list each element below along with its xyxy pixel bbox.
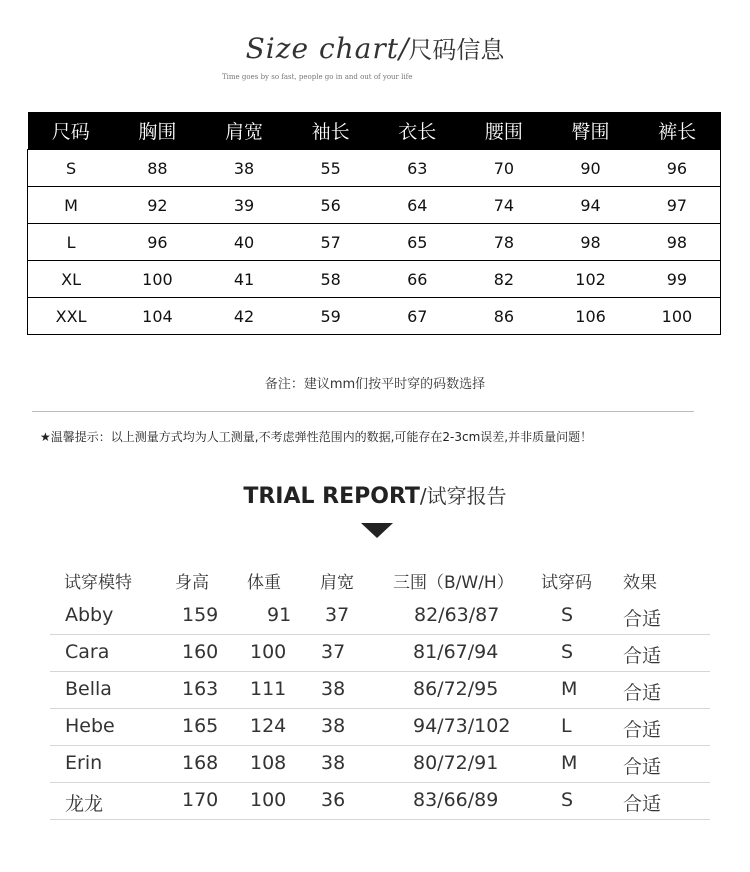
size-table-cell: 86 [461, 298, 548, 335]
trial-table-cell: Hebe [65, 715, 115, 737]
trial-table-cell: 36 [321, 789, 346, 811]
size-table-cell: 82 [461, 261, 548, 298]
size-table-row [28, 150, 721, 187]
size-table-cell: 59 [287, 298, 374, 335]
trial-table-cell: 81/67/94 [413, 641, 499, 663]
trial-header-cell: 肩宽 [320, 573, 354, 593]
size-table-cell: 55 [287, 150, 374, 187]
trial-table-cell: 86/72/95 [413, 678, 499, 700]
size-header-cell: 裤长 [634, 112, 721, 150]
trial-report-title-zh: /试穿报告 [419, 484, 507, 508]
size-table-cell: 90 [547, 150, 634, 187]
size-chart-subtitle: Time goes by so fast, people go in and out of your life [222, 73, 413, 81]
size-table-cell: 64 [374, 187, 461, 224]
trial-table-cell: Cara [65, 641, 110, 663]
size-table-row [28, 187, 721, 224]
trial-header-cell: 试穿模特 [64, 573, 132, 593]
trial-table-cell: 168 [182, 752, 219, 774]
size-table-cell: L [28, 224, 115, 261]
size-table-cell: 100 [634, 298, 721, 335]
size-header-cell: 肩宽 [201, 112, 288, 150]
trial-table-cell: 合适 [623, 756, 662, 778]
trial-table-cell: 龙龙 [65, 793, 104, 815]
trial-report-title-en: TRIAL REPORT [243, 484, 420, 509]
size-table-cell: 98 [547, 224, 634, 261]
trial-table-row [50, 672, 710, 709]
title-separator: / [398, 32, 409, 65]
size-table-cell: 56 [287, 187, 374, 224]
trial-table-cell: 合适 [623, 682, 662, 704]
trial-table-cell: 38 [321, 715, 346, 737]
trial-table-cell: 38 [321, 678, 346, 700]
trial-table-cell: S [561, 604, 574, 626]
trial-table-cell: 160 [182, 641, 219, 663]
size-table-cell: M [28, 187, 115, 224]
size-table-cell: 97 [634, 187, 721, 224]
trial-table-cell: 37 [325, 604, 350, 626]
warm-tip: ★温馨提示：以上测量方式均为人工测量,不考虑弹性范围内的数据,可能存在2-3cm误差,并非质量问题！ [40, 430, 593, 444]
size-header-cell: 腰围 [461, 112, 548, 150]
size-header-cell: 袖长 [287, 112, 374, 150]
size-chart-title-zh: 尺码信息 [408, 36, 505, 64]
trial-header-cell: 试穿码 [541, 573, 592, 593]
size-table-cell: 65 [374, 224, 461, 261]
trial-report-title [0, 480, 750, 509]
size-table-cell: 98 [634, 224, 721, 261]
size-table-cell: 99 [634, 261, 721, 298]
size-table-row [28, 261, 721, 298]
trial-table-cell: 38 [321, 752, 346, 774]
size-table-cell: 42 [201, 298, 288, 335]
trial-table-row [50, 635, 710, 672]
size-table-row [28, 298, 721, 335]
size-table-cell: 38 [201, 150, 288, 187]
size-table-cell: 70 [461, 150, 548, 187]
trial-table-cell: L [561, 715, 572, 737]
size-table-cell: XL [28, 261, 115, 298]
size-table-cell: 92 [114, 187, 201, 224]
trial-header-cell: 三围（B/W/H） [393, 573, 514, 593]
trial-header-cell: 效果 [623, 573, 657, 593]
trial-table-cell: 159 [182, 604, 219, 626]
size-chart-title [0, 30, 750, 65]
size-table-cell: 67 [374, 298, 461, 335]
size-table-cell: 96 [114, 224, 201, 261]
trial-table-cell: 合适 [623, 608, 662, 630]
size-table-cell: 74 [461, 187, 548, 224]
size-note: 备注：建议mm们按平时穿的码数选择 [264, 377, 486, 392]
size-chart-title-en: Size chart [245, 32, 399, 65]
trial-table-cell: 合适 [623, 645, 662, 667]
trial-table-cell: 82/63/87 [414, 604, 500, 626]
down-triangle-icon [361, 523, 393, 538]
trial-table-cell: 163 [182, 678, 219, 700]
size-header-cell: 臀围 [547, 112, 634, 150]
size-table-cell: 40 [201, 224, 288, 261]
trial-table-cell: 83/66/89 [413, 789, 499, 811]
trial-table-cell: 170 [182, 789, 219, 811]
size-table-cell: 39 [201, 187, 288, 224]
trial-table-row [50, 783, 710, 820]
trial-table-cell: 124 [250, 715, 287, 737]
trial-table-cell: 合适 [623, 793, 662, 815]
size-table-cell: 104 [114, 298, 201, 335]
trial-table-cell: M [561, 678, 578, 700]
divider-line [32, 411, 694, 412]
size-table-cell: 100 [114, 261, 201, 298]
trial-table-cell: 80/72/91 [413, 752, 499, 774]
size-table [27, 112, 721, 335]
trial-table-cell: 合适 [623, 719, 662, 741]
trial-table-cell: Bella [65, 678, 112, 700]
trial-table-row [50, 598, 710, 635]
size-table-cell: 106 [547, 298, 634, 335]
trial-table-cell: 37 [321, 641, 346, 663]
trial-table-cell: 100 [250, 789, 287, 811]
size-table-cell: 41 [201, 261, 288, 298]
size-table-cell: 57 [287, 224, 374, 261]
size-table-cell: 96 [634, 150, 721, 187]
size-table-cell: 102 [547, 261, 634, 298]
size-table-cell: 58 [287, 261, 374, 298]
size-table-cell: 63 [374, 150, 461, 187]
trial-table-cell: S [561, 641, 574, 663]
trial-table-cell: 91 [267, 604, 292, 626]
trial-table-cell: 165 [182, 715, 219, 737]
trial-table-cell: S [561, 789, 574, 811]
size-table-cell: S [28, 150, 115, 187]
trial-table-row [50, 746, 710, 783]
trial-header-cell: 身高 [175, 573, 209, 593]
trial-table-cell: 111 [250, 678, 287, 700]
trial-table-cell: 108 [250, 752, 287, 774]
size-header-cell: 衣长 [374, 112, 461, 150]
trial-table-cell: Abby [65, 604, 114, 626]
size-table-cell: 78 [461, 224, 548, 261]
size-table-cell: 66 [374, 261, 461, 298]
size-table-header-row [28, 112, 721, 150]
trial-table-cell: 100 [250, 641, 287, 663]
trial-header-cell: 体重 [247, 573, 281, 593]
size-table-cell: 88 [114, 150, 201, 187]
size-header-cell: 胸围 [114, 112, 201, 150]
size-table-row [28, 224, 721, 261]
size-table-cell: 94 [547, 187, 634, 224]
trial-table-cell: Erin [65, 752, 103, 774]
size-table-cell: XXL [28, 298, 115, 335]
trial-table-cell: M [561, 752, 578, 774]
trial-table-row [50, 709, 710, 746]
trial-table-cell: 94/73/102 [413, 715, 511, 737]
size-header-cell: 尺码 [28, 112, 115, 150]
